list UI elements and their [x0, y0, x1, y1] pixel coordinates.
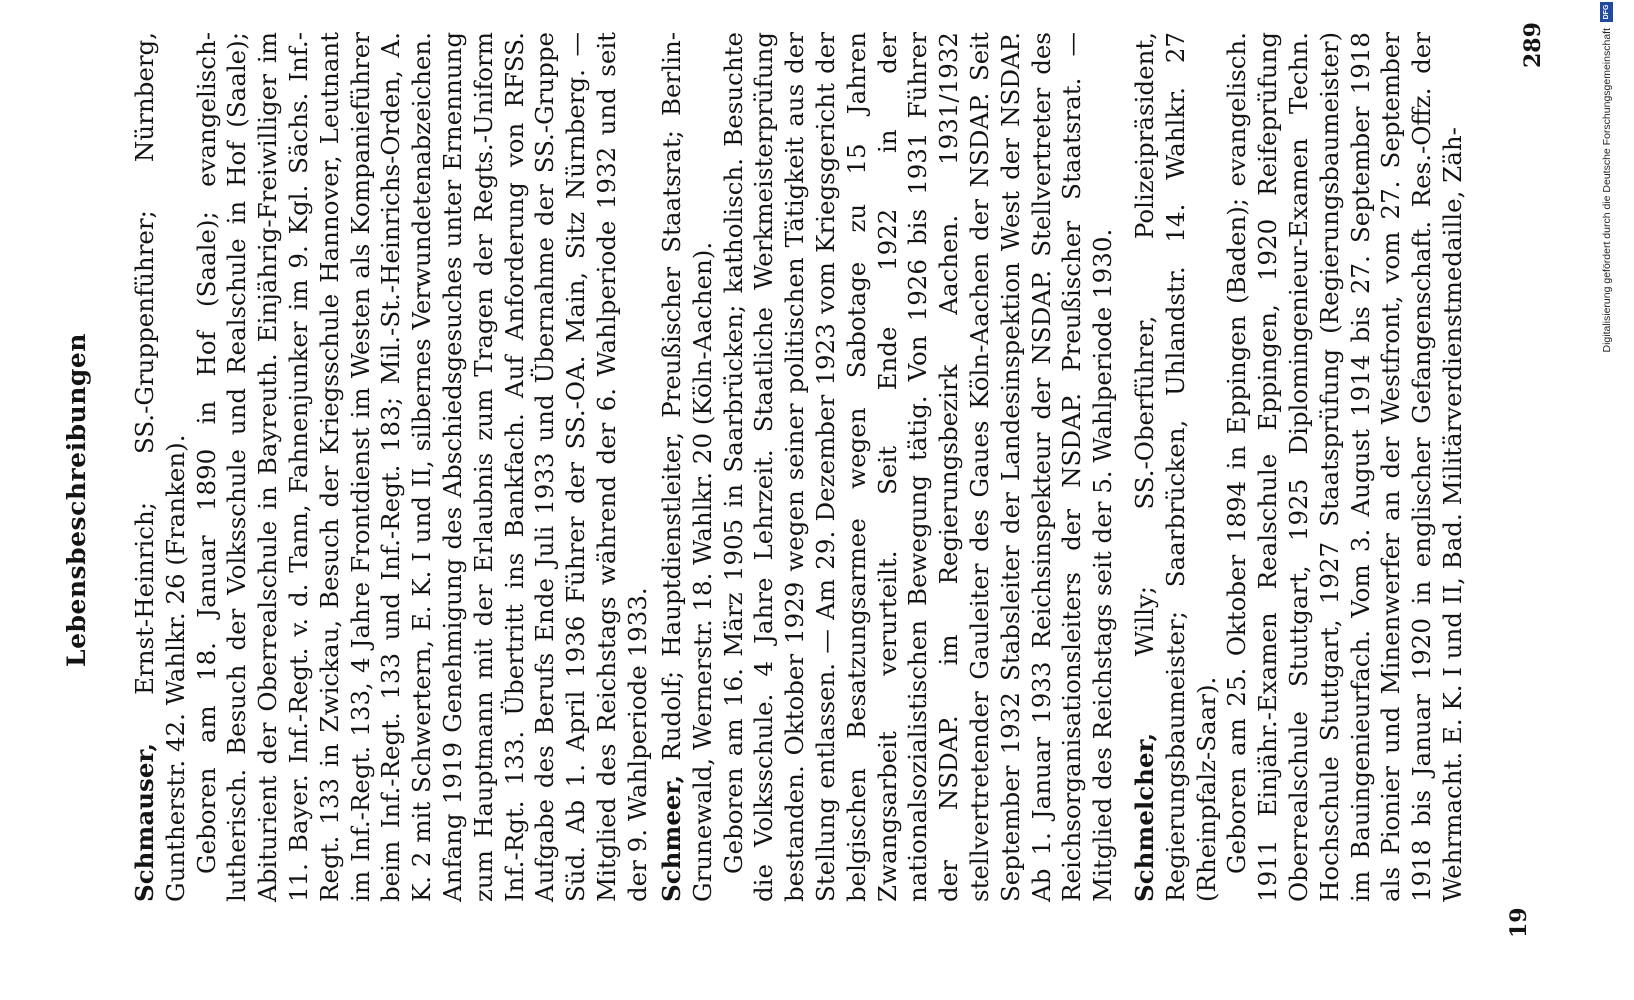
- entry-first-line: Rudolf; Hauptdienstleiter, Preußischer Staatsrat; Berlin-Grunewald, Wernerstr. 18. Wahlkr. 20 (Köln-Aachen).: [657, 32, 717, 902]
- entry-first-line: Ernst-Heinrich; SS.-Gruppenführer; Nürnberg, Guntherstr. 42. Wahlkr. 26 (Franken).: [130, 31, 190, 902]
- page-header-title: Lebensbeschreibungen: [62, 333, 91, 667]
- page-number-19: 19: [1506, 907, 1532, 938]
- digitization-stamp: [1598, 0, 1618, 1000]
- entry-body: Geboren am 16. März 1905 in Saarbrücken; katholisch. Besuchte die Volksschule. 4 Jahre Lehrzeit. Staatliche Werkmeisterprüfung bestanden. Oktober 1929 wegen seiner politischen Tätigkeit aus der Stellung entlassen. — Am 29. Dezember 1923 vom Kriegsgericht der belgischen Besatzungsarmee wegen Sabotage zu 15 Jahren Zwangsarbeit verurteilt. Seit Ende 1922 in der nationalsozialistischen Bewegung tätig. Von 1926 bis 1931 Führer der NSDAP. im Regierungsbezirk Aachen. 1931/1932 stellvertretender Gauleiter des Gaues Köln-Aachen der NSDAP. Seit September 1932 Stabsleiter der Landesinspektion West der NSDAP. Ab 1. Januar 1933 Reichsinspekteur der NSDAP. Stellvertreter des Reichsorganisationsleiters der NSDAP. Preußischer Staatsrat. — Mitglied des Reichstags seit der 5. Wahlperiode 1930.: [718, 32, 1118, 902]
- entry-heading: [1130, 32, 1222, 902]
- entry-heading: [130, 32, 192, 902]
- entry-name: Schmeer,: [657, 774, 686, 902]
- biography-entry-schmeer: [657, 32, 1119, 902]
- stamp-text: Digitalisierung gefördert durch die Deutsche Forschungsgemeinschaft: [1601, 28, 1613, 353]
- entry-body: Geboren am 25. Oktober 1894 in Eppingen (Baden); evangelisch. 1911 Einjähr.-Examen Realschule Eppingen, 1920 Reifeprüfung Oberrealschule Stuttgart, 1925 Diplomingenieur-Examen Techn. Hochschule Stuttgart, 1927 Staatsprüfung (Regierungsbaumeister) im Bauingenieurfach. Vom 3. August 1914 bis 27. September 1918 als Pionier und Minenwerfer an der Westfront, vom 27. September 1918 bis Januar 1920 in englischer Gefangenschaft. Res.-Offz. der Wehrmacht. E. K. I und II, Bad. Militärverdienstmedaille, Zäh-: [1222, 32, 1467, 902]
- biography-entry-schmelcher: [1130, 32, 1469, 902]
- dfg-logo-icon: DFG: [1600, 2, 1613, 22]
- entry-heading: [657, 32, 719, 902]
- biography-entry-schmauser: [130, 32, 654, 902]
- page-number-289: 289: [1520, 22, 1546, 68]
- entry-body: Geboren am 18. Januar 1890 in Hof (Saale); evangelisch-lutherisch. Besuch der Volksschule und Realschule in Hof (Saale); Abiturient der Oberrealschule in Bayreuth. Einjährig-Freiwilliger im 11. Bayer. Inf.-Regt. v. d. Tann, Fahnenjunker im 9. Kgl. Sächs. Inf.-Regt. 133 in Zwickau, Besuch der Kriegsschule Hannover, Leutnant im Inf.-Regt. 133, 4 Jahre Frontdienst im Westen als Kompanieführer beim Inf.-Regt. 133 und Inf.-Regt. 183; Mil.-St.-Heinrichs-Orden, A. K. 2 mit Schwertern, E. K. I und II, silbernes Verwundetenabzeichen. Anfang 1919 Genehmigung des Abschiedsgesuches unter Ernennung zum Hauptmann mit der Erlaubnis zum Tragen der Regts.-Uniform Inf.-Rgt. 133. Übertritt ins Bankfach. Auf Anforderung von RFSS. Aufgabe des Berufs Ende Juli 1933 und Übernahme der SS.-Gruppe Süd. Ab 1. April 1936 Führer der SS.-OA. Main, Sitz Nürnberg. — Mitglied des Reichstags während der 6. Wahlperiode 1932 und seit der 9. Wahlperiode 1933.: [191, 32, 652, 902]
- entry-name: Schmauser,: [130, 742, 159, 902]
- entry-name: Schmelcher,: [1130, 732, 1159, 902]
- entry-first-line: Willy; SS.-Oberführer, Polizeipräsident, Regierungsbaumeister; Saarbrücken, Uhlandstr. 14. Wahlkr. 27 (Rheinpfalz-Saar).: [1130, 32, 1221, 902]
